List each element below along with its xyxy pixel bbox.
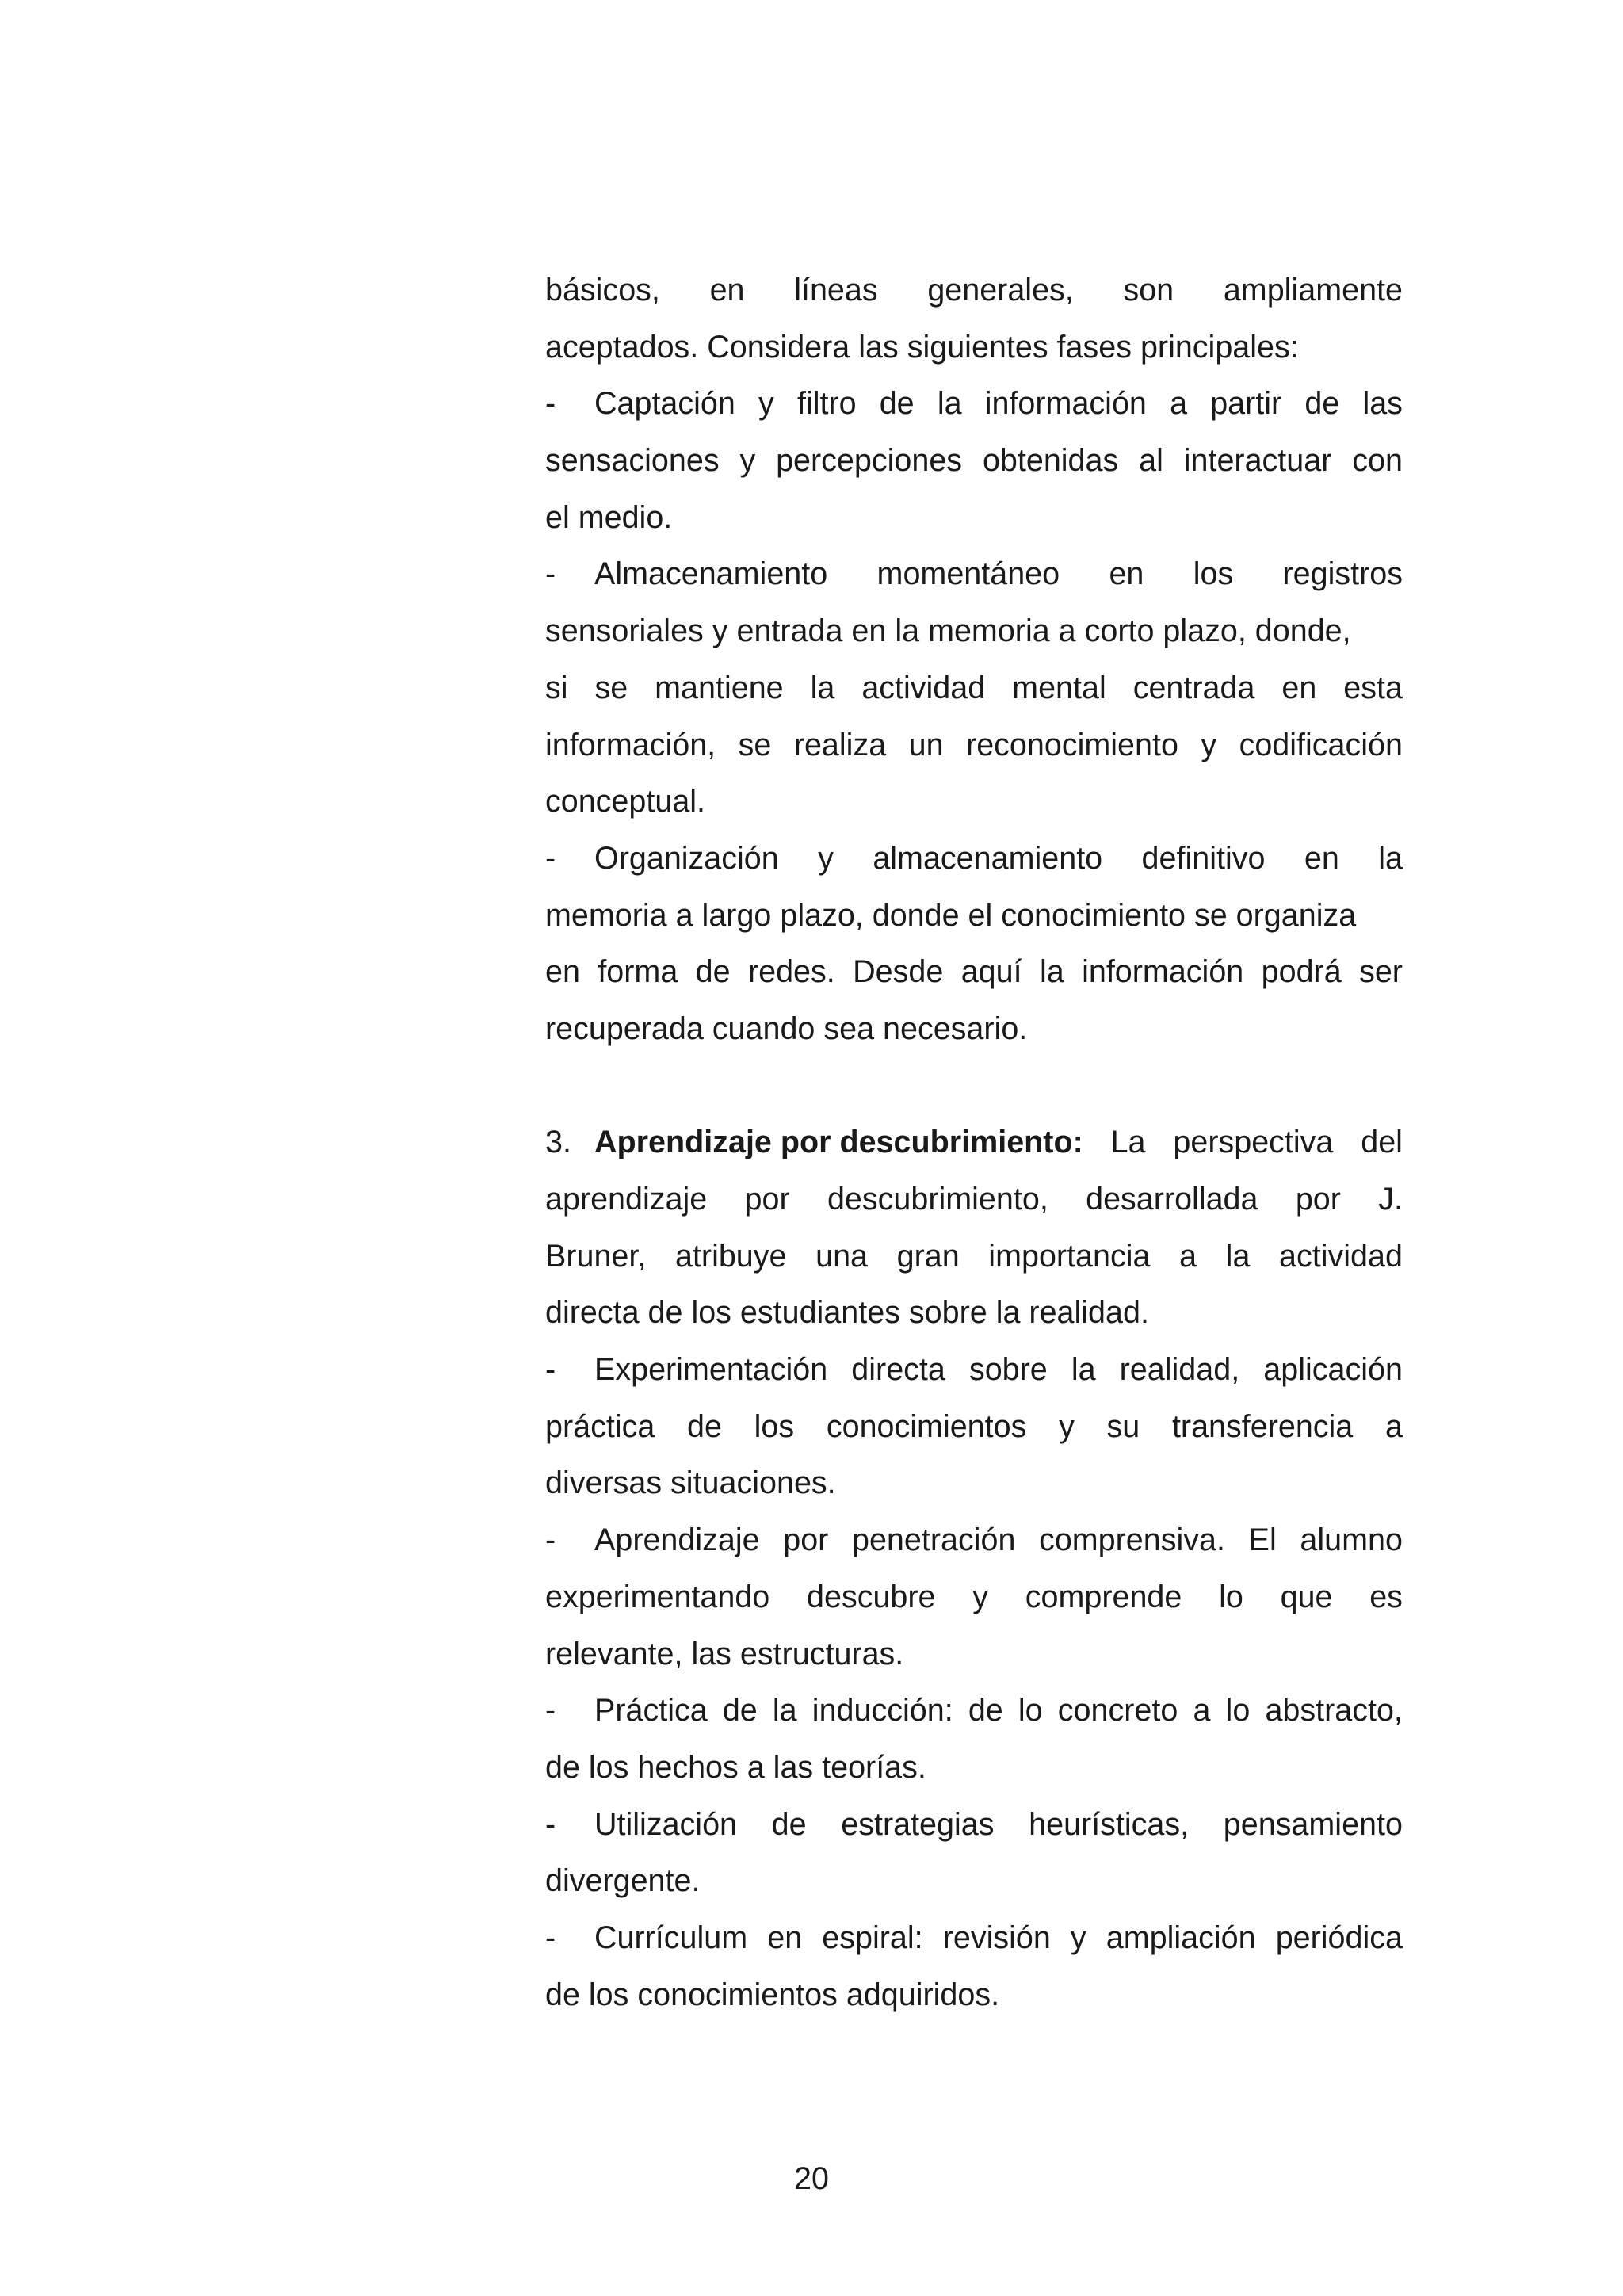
- page-number: 20: [794, 2161, 829, 2196]
- bullet-dash: -: [545, 1693, 556, 1729]
- word: experimentando: [545, 1579, 770, 1614]
- bullet-line: [545, 1512, 1403, 1569]
- word: mantiene: [655, 670, 784, 705]
- word: aquí: [960, 954, 1022, 990]
- word: la: [1378, 840, 1403, 876]
- word: codificación: [1239, 727, 1403, 762]
- section-number: 3.: [545, 1125, 571, 1160]
- word: los: [754, 1408, 795, 1444]
- word: transferencia: [1171, 1408, 1354, 1444]
- word: lo: [1225, 1693, 1251, 1729]
- word: su: [1106, 1408, 1140, 1444]
- bullet-line: [545, 1683, 1403, 1740]
- word: en: [1109, 556, 1144, 592]
- word: heurísticas,: [1029, 1806, 1190, 1842]
- bullet-dash: -: [545, 1522, 556, 1558]
- word: de: [695, 954, 731, 990]
- word: en: [709, 273, 745, 308]
- word: - Currículum: [545, 1910, 747, 1967]
- text-line: aceptados. Considera las siguientes fases principales:: [545, 329, 1299, 365]
- bullet-dash: -: [545, 840, 556, 876]
- word: centrada: [1132, 670, 1255, 705]
- bullet-dash: -: [545, 1806, 556, 1842]
- section-heading-line: [545, 1114, 1403, 1171]
- word: El: [1248, 1522, 1277, 1558]
- text-line: sensoriales y entrada en la memoria a corto plazo, donde,: [545, 613, 1351, 649]
- word: - Captación: [545, 376, 735, 433]
- word: penetración: [851, 1522, 1016, 1558]
- word: generales,: [927, 273, 1074, 308]
- word: estrategias: [841, 1806, 995, 1842]
- word: comprensiva.: [1039, 1522, 1225, 1558]
- paragraph-gap: [545, 1058, 1403, 1115]
- word: por: [783, 1522, 829, 1558]
- word: práctica: [545, 1408, 655, 1444]
- word: realidad,: [1119, 1352, 1240, 1388]
- word: se: [738, 727, 772, 762]
- word: espiral:: [822, 1920, 923, 1955]
- text-line: directa de los estudiantes sobre la realidad.: [545, 1295, 1149, 1331]
- word: - Aprendizaje: [545, 1512, 760, 1569]
- word: la: [937, 386, 962, 422]
- word: de: [771, 1806, 807, 1842]
- word: interactuar: [1183, 443, 1332, 479]
- word: la: [1225, 1238, 1251, 1274]
- word: de: [722, 1693, 758, 1729]
- word: lo: [1018, 1693, 1043, 1729]
- word: esta: [1343, 670, 1403, 705]
- text-line: [545, 433, 1403, 490]
- word: líneas: [794, 273, 878, 308]
- text-line: [545, 944, 1403, 1001]
- word: abstracto,: [1265, 1693, 1403, 1729]
- word: filtro: [796, 386, 857, 422]
- word: descubrimiento,: [827, 1182, 1048, 1217]
- text-line: [545, 660, 1403, 717]
- word: la: [810, 670, 835, 705]
- word: importancia: [988, 1238, 1151, 1274]
- word: redes.: [747, 954, 835, 990]
- bullet-line: [545, 831, 1403, 888]
- bullet-dash: -: [545, 1920, 556, 1955]
- word: y: [972, 1579, 988, 1614]
- word: ampliación: [1106, 1920, 1256, 1955]
- word: realiza: [793, 727, 887, 762]
- word: percepciones: [776, 443, 963, 479]
- word: y: [1070, 1920, 1086, 1955]
- word: y: [739, 443, 756, 479]
- text-line: [545, 1171, 1403, 1228]
- word: de: [879, 386, 915, 422]
- word: que: [1280, 1579, 1333, 1614]
- word: en: [545, 954, 580, 990]
- word: en: [1304, 840, 1339, 876]
- word: básicos,: [545, 273, 660, 308]
- word: a: [1384, 1408, 1403, 1444]
- word: y: [1059, 1408, 1075, 1444]
- word: - Práctica: [545, 1683, 708, 1740]
- word: Desde: [853, 954, 944, 990]
- word: información: [1082, 954, 1244, 990]
- word: a: [1193, 1693, 1211, 1729]
- word: sensaciones: [545, 443, 720, 479]
- word: podrá: [1261, 954, 1342, 990]
- word: se: [594, 670, 628, 705]
- text-line: [545, 717, 1403, 774]
- word: lo: [1219, 1579, 1243, 1614]
- word: gran: [896, 1238, 960, 1274]
- text-line: divergente.: [545, 1863, 701, 1899]
- text-line: el medio.: [545, 499, 673, 535]
- word: registros: [1282, 556, 1403, 592]
- word: de: [968, 1693, 1003, 1729]
- text-line: recuperada cuando sea necesario.: [545, 1010, 1028, 1046]
- word: una: [815, 1238, 869, 1274]
- word: información: [984, 386, 1147, 422]
- text-line: diversas situaciones.: [545, 1465, 836, 1501]
- text-line: conceptual.: [545, 784, 706, 819]
- word: forma: [598, 954, 678, 990]
- word: de: [1304, 386, 1340, 422]
- word: definitivo: [1141, 840, 1266, 876]
- word: actividad: [1279, 1238, 1403, 1274]
- word: atribuye: [674, 1238, 787, 1274]
- word: en: [767, 1920, 803, 1955]
- word: mental: [1012, 670, 1106, 705]
- word: de: [687, 1408, 722, 1444]
- bullet-line: [545, 376, 1403, 433]
- text-line: de los hechos a las teorías.: [545, 1749, 926, 1785]
- word: en: [1281, 670, 1317, 705]
- word: y: [818, 840, 834, 876]
- text-line: [545, 1399, 1403, 1456]
- word: y: [1201, 727, 1217, 762]
- word: partir: [1210, 386, 1282, 422]
- word: conocimientos: [826, 1408, 1027, 1444]
- bullet-line: [545, 1910, 1403, 1967]
- word: la: [1071, 1352, 1096, 1388]
- section-heading: Aprendizaje por descubrimiento:: [594, 1125, 1083, 1160]
- word: momentáneo: [876, 556, 1060, 592]
- word: Bruner,: [545, 1238, 647, 1274]
- word: directa: [851, 1352, 945, 1388]
- text-line: [545, 1228, 1403, 1286]
- word: descubre: [807, 1579, 936, 1614]
- word: a: [1179, 1238, 1197, 1274]
- word: ampliamente: [1223, 273, 1403, 308]
- word: los: [1193, 556, 1234, 592]
- word: son: [1123, 273, 1174, 308]
- word: la: [772, 1693, 797, 1729]
- word: - Almacenamiento: [545, 546, 827, 603]
- word: desarrollada: [1086, 1182, 1258, 1217]
- bullet-dash: -: [545, 556, 556, 592]
- word: la: [1039, 954, 1064, 990]
- bullet-line: [545, 1797, 1403, 1854]
- word: - Utilización: [545, 1797, 737, 1854]
- bullet-line: [545, 546, 1403, 603]
- word: es: [1369, 1579, 1403, 1614]
- word: a: [1170, 386, 1188, 422]
- word: perspectiva: [1173, 1125, 1334, 1160]
- word: pensamiento: [1223, 1806, 1403, 1842]
- word: reconocimiento: [966, 727, 1178, 762]
- word: con: [1352, 443, 1403, 479]
- word: alumno: [1300, 1522, 1403, 1558]
- text-line: [545, 262, 1403, 319]
- text-line: [545, 1569, 1403, 1626]
- word: obtenidas: [982, 443, 1119, 479]
- word: por: [1295, 1182, 1341, 1217]
- word: al: [1139, 443, 1163, 479]
- word: las: [1362, 386, 1403, 422]
- word: revisión: [942, 1920, 1051, 1955]
- word: por: [744, 1182, 790, 1217]
- word: almacenamiento: [873, 840, 1103, 876]
- bullet-line: [545, 1342, 1403, 1399]
- text-line: de los conocimientos adquiridos.: [545, 1977, 1000, 2012]
- word: comprende: [1025, 1579, 1182, 1614]
- word: aplicación: [1263, 1352, 1403, 1388]
- word: - Experimentación: [545, 1342, 827, 1399]
- word: ser: [1359, 954, 1403, 990]
- bullet-dash: -: [545, 386, 556, 422]
- text-line: relevante, las estructuras.: [545, 1636, 904, 1671]
- body-text: [545, 262, 1403, 2023]
- word: si: [545, 670, 568, 705]
- word: sobre: [968, 1352, 1048, 1388]
- word: un: [908, 727, 944, 762]
- word: inducción:: [812, 1693, 953, 1729]
- word: del: [1361, 1125, 1403, 1160]
- word: información,: [545, 727, 716, 762]
- bullet-dash: -: [545, 1352, 556, 1388]
- word: periódica: [1275, 1920, 1403, 1955]
- word: aprendizaje: [545, 1182, 708, 1217]
- word: concreto: [1057, 1693, 1178, 1729]
- word: - Organización: [545, 831, 779, 888]
- word: J.: [1378, 1182, 1403, 1217]
- word: y: [758, 386, 774, 422]
- text-line: memoria a largo plazo, donde el conocimiento se organiza: [545, 897, 1357, 933]
- word: La: [1110, 1125, 1146, 1160]
- section-number-and-heading: [545, 1114, 1083, 1171]
- word: actividad: [861, 670, 986, 705]
